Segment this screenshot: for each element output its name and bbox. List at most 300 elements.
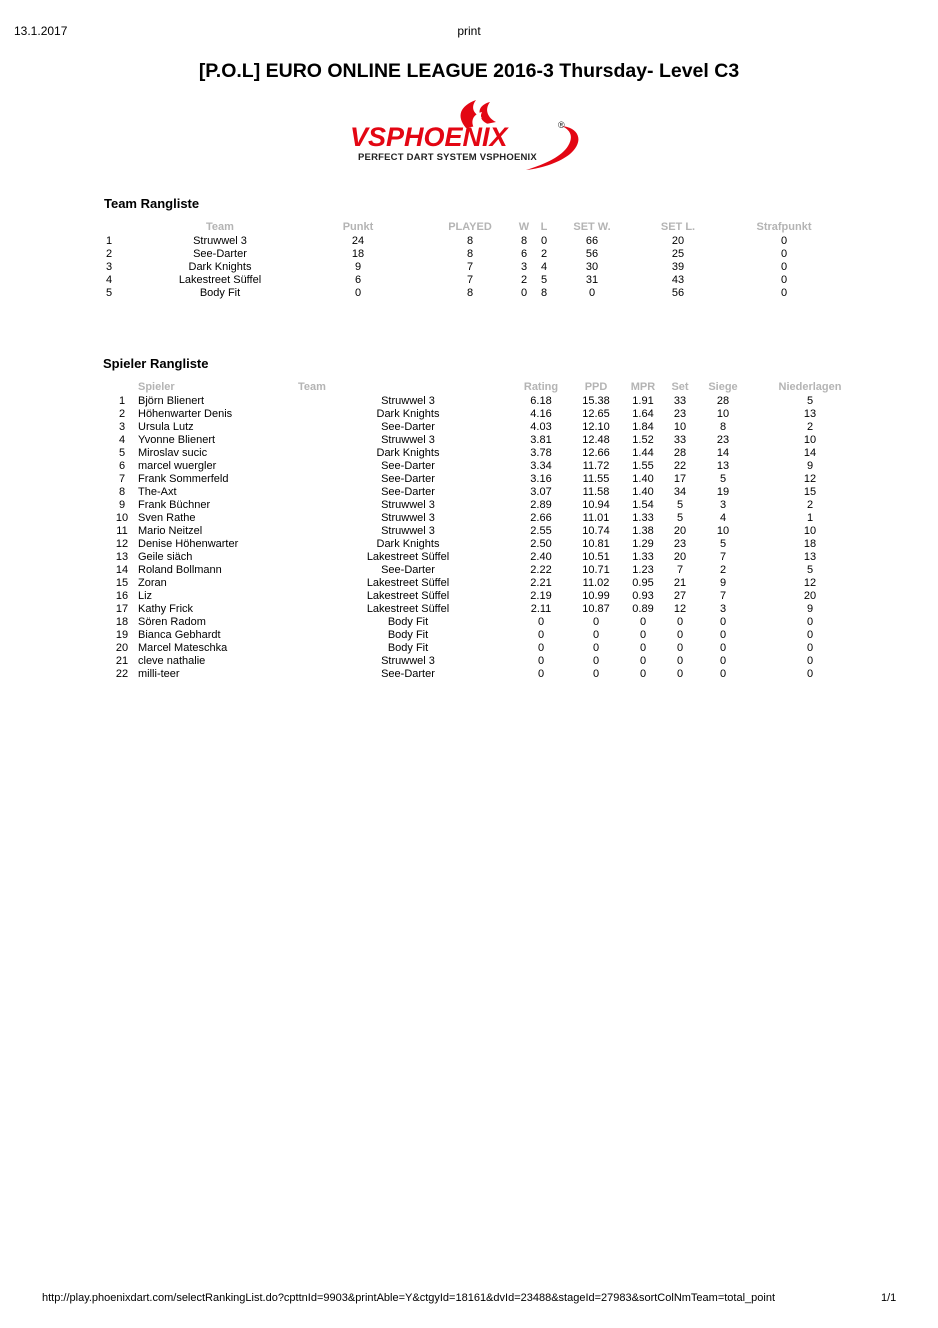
player-niederlagen-cell: 10	[803, 525, 817, 537]
player-rank-cell: 2	[118, 408, 126, 420]
player-mpr-cell: 1.52	[632, 434, 654, 446]
player-siege-cell: 3	[719, 499, 727, 511]
player-col-rating: Rating	[523, 381, 559, 393]
team-rank-cell: 5	[106, 287, 113, 299]
player-row	[106, 460, 876, 473]
team-punkt-cell: 0	[354, 287, 362, 299]
player-team-cell: Struwwel 3	[381, 512, 435, 524]
player-table-header-row	[106, 380, 876, 395]
player-col-set: Set	[671, 381, 689, 393]
player-niederlagen-cell: 9	[806, 603, 814, 615]
footer-page-number: 1/1	[881, 1292, 897, 1304]
player-siege-cell: 0	[719, 655, 727, 667]
player-row	[106, 616, 876, 629]
player-col-mpr: MPR	[630, 381, 656, 393]
player-rating-cell: 2.50	[530, 538, 552, 550]
team-played-cell: 7	[466, 274, 474, 286]
player-col-rank	[106, 380, 138, 395]
player-rating-cell: 2.11	[530, 603, 552, 615]
player-rank-cell: 6	[118, 460, 126, 472]
player-mpr-cell: 1.54	[632, 499, 654, 511]
player-set-cell: 27	[673, 590, 687, 602]
player-niederlagen-cell: 0	[806, 655, 814, 667]
team-set-l-cell: 25	[671, 248, 685, 260]
player-set-cell: 34	[673, 486, 687, 498]
team-table-header-row	[106, 220, 844, 235]
team-w-cell: 8	[520, 235, 528, 247]
player-niederlagen-cell: 0	[806, 616, 814, 628]
player-rank-cell: 9	[118, 499, 126, 511]
team-name-cell: Struwwel 3	[193, 235, 247, 247]
player-niederlagen-cell: 20	[803, 590, 817, 602]
team-strafpunkt-cell: 0	[780, 287, 788, 299]
team-ranking-title: Team Rangliste	[104, 196, 200, 211]
player-team-cell: Lakestreet Süffel	[366, 551, 450, 563]
player-team-cell: Struwwel 3	[381, 655, 435, 667]
player-row	[106, 590, 876, 603]
player-rating-cell: 2.40	[530, 551, 552, 563]
player-rank-cell: 8	[118, 486, 126, 498]
player-name-cell: Geile siäch	[138, 551, 193, 563]
player-team-cell: Body Fit	[387, 616, 429, 628]
player-set-cell: 20	[673, 551, 687, 563]
team-row	[106, 261, 844, 274]
player-rank-cell: 21	[115, 655, 129, 667]
player-rank-cell: 17	[115, 603, 129, 615]
player-col-siege: Siege	[708, 381, 738, 393]
player-ppd-cell: 0	[592, 655, 600, 667]
player-row	[106, 642, 876, 655]
player-name-cell: Mario Neitzel	[138, 525, 203, 537]
team-punkt-cell: 18	[351, 248, 365, 260]
team-strafpunkt-cell: 0	[780, 248, 788, 260]
player-mpr-cell: 0	[639, 655, 647, 667]
player-mpr-cell: 1.84	[632, 421, 654, 433]
player-team-cell: Struwwel 3	[381, 525, 435, 537]
team-ranking-table	[106, 220, 844, 300]
team-col-strafpunkt: Strafpunkt	[756, 221, 812, 233]
player-rating-cell: 2.89	[530, 499, 552, 511]
player-ppd-cell: 10.99	[582, 590, 610, 602]
player-team-cell: See-Darter	[381, 486, 435, 498]
footer-source-url: http://play.phoenixdart.com/selectRankingList.do?cpttnId=9903&printAble=Y&ctgyId=18161&dvId=23488&stageId=27983&sortColNmTeam=total_point	[42, 1292, 776, 1304]
player-name-cell: Ursula Lutz	[138, 421, 194, 433]
player-siege-cell: 28	[716, 395, 730, 407]
player-ppd-cell: 11.72	[582, 460, 610, 472]
player-row	[106, 447, 876, 460]
team-played-cell: 8	[466, 235, 474, 247]
player-ranking-title: Spieler Rangliste	[103, 356, 209, 371]
team-set-l-cell: 56	[671, 287, 685, 299]
team-strafpunkt-cell: 0	[780, 235, 788, 247]
player-name-cell: Kathy Frick	[138, 603, 194, 615]
player-rating-cell: 2.21	[530, 577, 552, 589]
player-ppd-cell: 12.65	[582, 408, 610, 420]
player-col-ppd: PPD	[584, 381, 608, 393]
player-ppd-cell: 0	[592, 629, 600, 641]
player-rating-cell: 3.34	[530, 460, 552, 472]
player-siege-cell: 10	[716, 525, 730, 537]
team-l-cell: 0	[540, 235, 548, 247]
player-mpr-cell: 1.44	[632, 447, 654, 459]
player-siege-cell: 14	[716, 447, 730, 459]
player-set-cell: 33	[673, 434, 687, 446]
player-team-cell: See-Darter	[381, 564, 435, 576]
player-ppd-cell: 12.66	[582, 447, 610, 459]
player-ppd-cell: 11.55	[582, 473, 610, 485]
player-siege-cell: 5	[719, 538, 727, 550]
player-rank-cell: 4	[118, 434, 126, 446]
team-set-w-cell: 31	[585, 274, 599, 286]
player-set-cell: 0	[676, 642, 684, 654]
player-ppd-cell: 10.87	[582, 603, 610, 615]
player-row	[106, 486, 876, 499]
logo-registered-mark: ®	[558, 120, 565, 130]
player-team-cell: Struwwel 3	[381, 395, 435, 407]
player-name-cell: The-Axt	[138, 486, 177, 498]
player-rating-cell: 0	[537, 655, 545, 667]
player-row	[106, 473, 876, 486]
player-ppd-cell: 12.10	[582, 421, 610, 433]
player-name-cell: Sven Rathe	[138, 512, 196, 524]
team-rank-cell: 2	[106, 248, 113, 260]
player-ppd-cell: 10.71	[582, 564, 610, 576]
player-team-cell: Lakestreet Süffel	[366, 577, 450, 589]
player-set-cell: 33	[673, 395, 687, 407]
player-rating-cell: 3.78	[530, 447, 552, 459]
player-niederlagen-cell: 5	[806, 395, 814, 407]
player-rank-cell: 7	[118, 473, 126, 485]
player-niederlagen-cell: 0	[806, 629, 814, 641]
player-row	[106, 408, 876, 421]
player-set-cell: 0	[676, 616, 684, 628]
player-mpr-cell: 1.40	[632, 486, 654, 498]
team-col-l: L	[540, 221, 548, 233]
team-set-l-cell: 43	[671, 274, 685, 286]
player-set-cell: 0	[676, 668, 684, 680]
player-row	[106, 564, 876, 577]
team-col-played: PLAYED	[448, 221, 492, 233]
player-ppd-cell: 10.94	[582, 499, 610, 511]
team-strafpunkt-cell: 0	[780, 274, 788, 286]
team-rank-cell: 3	[106, 261, 113, 273]
team-col-set-w: SET W.	[573, 221, 611, 233]
player-rank-cell: 14	[115, 564, 129, 576]
team-col-rank	[106, 220, 152, 235]
player-siege-cell: 8	[719, 421, 727, 433]
player-rating-cell: 4.16	[530, 408, 552, 420]
player-row	[106, 603, 876, 616]
player-niederlagen-cell: 12	[803, 577, 817, 589]
player-siege-cell: 7	[719, 590, 727, 602]
player-rating-cell: 0	[537, 668, 545, 680]
player-rank-cell: 11	[116, 525, 128, 537]
team-name-cell: See-Darter	[193, 248, 247, 260]
team-rank-cell: 4	[106, 274, 113, 286]
player-siege-cell: 9	[719, 577, 727, 589]
player-name-cell: Yvonne Blienert	[138, 434, 216, 446]
player-set-cell: 5	[676, 512, 684, 524]
player-rating-cell: 0	[537, 629, 545, 641]
player-name-cell: Denise Höhenwarter	[138, 538, 239, 550]
player-rank-cell: 16	[115, 590, 129, 602]
team-set-w-cell: 30	[585, 261, 599, 273]
player-ppd-cell: 15.38	[582, 395, 610, 407]
player-ppd-cell: 0	[592, 642, 600, 654]
player-name-cell: marcel wuergler	[138, 460, 217, 472]
player-set-cell: 12	[673, 603, 687, 615]
team-row	[106, 287, 844, 300]
player-col-team: Team	[298, 381, 326, 393]
vsphoenix-logo-graphic	[348, 98, 593, 173]
team-l-cell: 2	[540, 248, 548, 260]
player-mpr-cell: 1.38	[632, 525, 654, 537]
player-team-cell: Body Fit	[387, 629, 429, 641]
player-row	[106, 434, 876, 447]
player-ppd-cell: 10.81	[582, 538, 610, 550]
team-l-cell: 8	[540, 287, 548, 299]
player-rank-cell: 19	[115, 629, 129, 641]
player-mpr-cell: 1.64	[632, 408, 654, 420]
player-siege-cell: 0	[719, 642, 727, 654]
player-name-cell: Bianca Gebhardt	[138, 629, 221, 641]
player-set-cell: 0	[676, 655, 684, 667]
player-mpr-cell: 0	[639, 629, 647, 641]
player-name-cell: Höhenwarter Denis	[138, 408, 233, 420]
player-mpr-cell: 1.40	[632, 473, 654, 485]
player-set-cell: 20	[673, 525, 687, 537]
team-col-team: Team	[206, 221, 234, 233]
player-niederlagen-cell: 10	[803, 434, 817, 446]
player-mpr-cell: 0	[639, 642, 647, 654]
player-niederlagen-cell: 0	[806, 642, 814, 654]
player-row	[106, 551, 876, 564]
player-siege-cell: 13	[716, 460, 730, 472]
player-rank-cell: 18	[115, 616, 129, 628]
player-mpr-cell: 0.89	[632, 603, 654, 615]
player-siege-cell: 4	[719, 512, 727, 524]
team-l-cell: 4	[540, 261, 548, 273]
player-ppd-cell: 10.51	[582, 551, 610, 563]
player-niederlagen-cell: 12	[803, 473, 817, 485]
player-set-cell: 21	[673, 577, 687, 589]
logo-brand-text: VSPHOENIX	[350, 122, 508, 152]
player-niederlagen-cell: 2	[806, 421, 814, 433]
page-title: [P.O.L] EURO ONLINE LEAGUE 2016-3 Thursday- Level C3	[198, 60, 740, 82]
print-header-label: print	[457, 24, 481, 38]
player-ppd-cell: 12.48	[582, 434, 610, 446]
player-name-cell: Frank Büchner	[138, 499, 211, 511]
player-team-cell: Dark Knights	[376, 538, 440, 550]
team-name-cell: Dark Knights	[188, 261, 252, 273]
player-set-cell: 23	[673, 408, 687, 420]
player-niederlagen-cell: 13	[803, 551, 817, 563]
team-punkt-cell: 6	[354, 274, 362, 286]
player-col-niederlagen: Niederlagen	[778, 381, 842, 393]
player-siege-cell: 23	[716, 434, 730, 446]
team-set-l-cell: 39	[671, 261, 685, 273]
player-rank-cell: 1	[118, 395, 126, 407]
player-ppd-cell: 10.74	[582, 525, 610, 537]
player-siege-cell: 7	[719, 551, 727, 563]
player-rating-cell: 2.19	[530, 590, 552, 602]
player-niederlagen-cell: 14	[803, 447, 817, 459]
player-rating-cell: 2.55	[530, 525, 552, 537]
player-mpr-cell: 0	[639, 668, 647, 680]
player-siege-cell: 19	[716, 486, 730, 498]
team-name-cell: Body Fit	[199, 287, 241, 299]
player-row	[106, 538, 876, 551]
player-set-cell: 7	[676, 564, 684, 576]
player-rank-cell: 13	[115, 551, 129, 563]
player-siege-cell: 3	[719, 603, 727, 615]
player-team-cell: See-Darter	[381, 460, 435, 472]
team-punkt-cell: 24	[351, 235, 365, 247]
player-team-cell: See-Darter	[381, 473, 435, 485]
player-rank-cell: 22	[115, 668, 129, 680]
player-team-cell: Lakestreet Süffel	[366, 603, 450, 615]
player-row	[106, 577, 876, 590]
logo-tagline: PERFECT DART SYSTEM VSPHOENIX	[358, 152, 537, 163]
print-date: 13.1.2017	[14, 24, 68, 38]
vsphoenix-logo	[348, 98, 593, 173]
player-niederlagen-cell: 5	[806, 564, 814, 576]
player-rank-cell: 15	[115, 577, 129, 589]
team-col-w: W	[518, 221, 530, 233]
player-rating-cell: 0	[537, 642, 545, 654]
team-name-cell: Lakestreet Süffel	[178, 274, 262, 286]
player-mpr-cell: 0.95	[632, 577, 654, 589]
player-row	[106, 668, 876, 681]
player-name-cell: Roland Bollmann	[138, 564, 222, 576]
player-mpr-cell: 1.55	[632, 460, 654, 472]
player-set-cell: 5	[676, 499, 684, 511]
team-played-cell: 8	[466, 287, 474, 299]
team-rank-cell: 1	[106, 235, 113, 247]
team-w-cell: 3	[520, 261, 528, 273]
player-ranking-table	[106, 380, 876, 681]
player-row	[106, 421, 876, 434]
team-col-punkt: Punkt	[342, 221, 374, 233]
player-siege-cell: 0	[719, 668, 727, 680]
player-mpr-cell: 1.33	[632, 512, 654, 524]
player-set-cell: 0	[676, 629, 684, 641]
player-rating-cell: 3.81	[530, 434, 552, 446]
player-set-cell: 22	[673, 460, 687, 472]
team-set-w-cell: 56	[585, 248, 599, 260]
player-name-cell: Liz	[138, 590, 153, 602]
player-niederlagen-cell: 15	[803, 486, 817, 498]
team-l-cell: 5	[540, 274, 548, 286]
player-team-cell: Struwwel 3	[381, 434, 435, 446]
player-siege-cell: 2	[719, 564, 727, 576]
player-team-cell: See-Darter	[381, 668, 435, 680]
player-row	[106, 629, 876, 642]
player-name-cell: milli-teer	[138, 668, 180, 680]
player-team-cell: Dark Knights	[376, 408, 440, 420]
player-row	[106, 512, 876, 525]
team-col-set-l: SET L.	[660, 221, 696, 233]
player-rating-cell: 4.03	[530, 421, 552, 433]
team-set-l-cell: 20	[671, 235, 685, 247]
team-played-cell: 7	[466, 261, 474, 273]
player-row	[106, 499, 876, 512]
player-niederlagen-cell: 1	[806, 512, 814, 524]
player-mpr-cell: 0.93	[632, 590, 654, 602]
player-name-cell: Björn Blienert	[138, 395, 205, 407]
player-row	[106, 525, 876, 538]
player-siege-cell: 5	[719, 473, 727, 485]
team-w-cell: 2	[520, 274, 528, 286]
player-ppd-cell: 11.01	[582, 512, 610, 524]
player-niederlagen-cell: 18	[803, 538, 817, 550]
player-ppd-cell: 0	[592, 668, 600, 680]
player-mpr-cell: 0	[639, 616, 647, 628]
player-niederlagen-cell: 9	[806, 460, 814, 472]
player-rating-cell: 3.07	[530, 486, 552, 498]
player-name-cell: Marcel Mateschka	[138, 642, 228, 654]
player-rating-cell: 3.16	[530, 473, 552, 485]
player-name-cell: Miroslav sucic	[138, 447, 208, 459]
player-row	[106, 395, 876, 408]
team-set-w-cell: 0	[588, 287, 596, 299]
team-punkt-cell: 9	[354, 261, 362, 273]
player-niederlagen-cell: 13	[803, 408, 817, 420]
player-rank-cell: 10	[115, 512, 129, 524]
team-row	[106, 248, 844, 261]
team-w-cell: 0	[520, 287, 528, 299]
player-siege-cell: 10	[716, 408, 730, 420]
player-niederlagen-cell: 0	[806, 668, 814, 680]
team-strafpunkt-cell: 0	[780, 261, 788, 273]
player-rank-cell: 3	[118, 421, 126, 433]
player-rank-cell: 20	[115, 642, 129, 654]
player-col-spieler: Spieler	[138, 381, 175, 393]
player-name-cell: Sören Radom	[138, 616, 206, 628]
player-mpr-cell: 1.23	[632, 564, 654, 576]
team-w-cell: 6	[520, 248, 528, 260]
player-rank-cell: 12	[115, 538, 129, 550]
player-siege-cell: 0	[719, 629, 727, 641]
player-ppd-cell: 11.58	[582, 486, 610, 498]
player-rating-cell: 0	[537, 616, 545, 628]
player-mpr-cell: 1.29	[632, 538, 654, 550]
player-set-cell: 28	[673, 447, 687, 459]
player-name-cell: Frank Sommerfeld	[138, 473, 229, 485]
player-rating-cell: 6.18	[530, 395, 552, 407]
player-rating-cell: 2.22	[530, 564, 552, 576]
player-team-cell: Lakestreet Süffel	[366, 590, 450, 602]
player-name-cell: Zoran	[138, 577, 167, 589]
player-mpr-cell: 1.33	[632, 551, 654, 563]
team-row	[106, 274, 844, 287]
player-rating-cell: 2.66	[530, 512, 552, 524]
team-played-cell: 8	[466, 248, 474, 260]
player-set-cell: 23	[673, 538, 687, 550]
player-set-cell: 10	[673, 421, 687, 433]
player-niederlagen-cell: 2	[806, 499, 814, 511]
player-team-cell: See-Darter	[381, 421, 435, 433]
player-siege-cell: 0	[719, 616, 727, 628]
player-set-cell: 17	[673, 473, 687, 485]
player-ppd-cell: 11.02	[582, 577, 610, 589]
player-team-cell: Struwwel 3	[381, 499, 435, 511]
player-team-cell: Dark Knights	[376, 447, 440, 459]
player-team-cell: Body Fit	[387, 642, 429, 654]
player-ppd-cell: 0	[592, 616, 600, 628]
player-rank-cell: 5	[118, 447, 126, 459]
player-name-cell: cleve nathalie	[138, 655, 206, 667]
